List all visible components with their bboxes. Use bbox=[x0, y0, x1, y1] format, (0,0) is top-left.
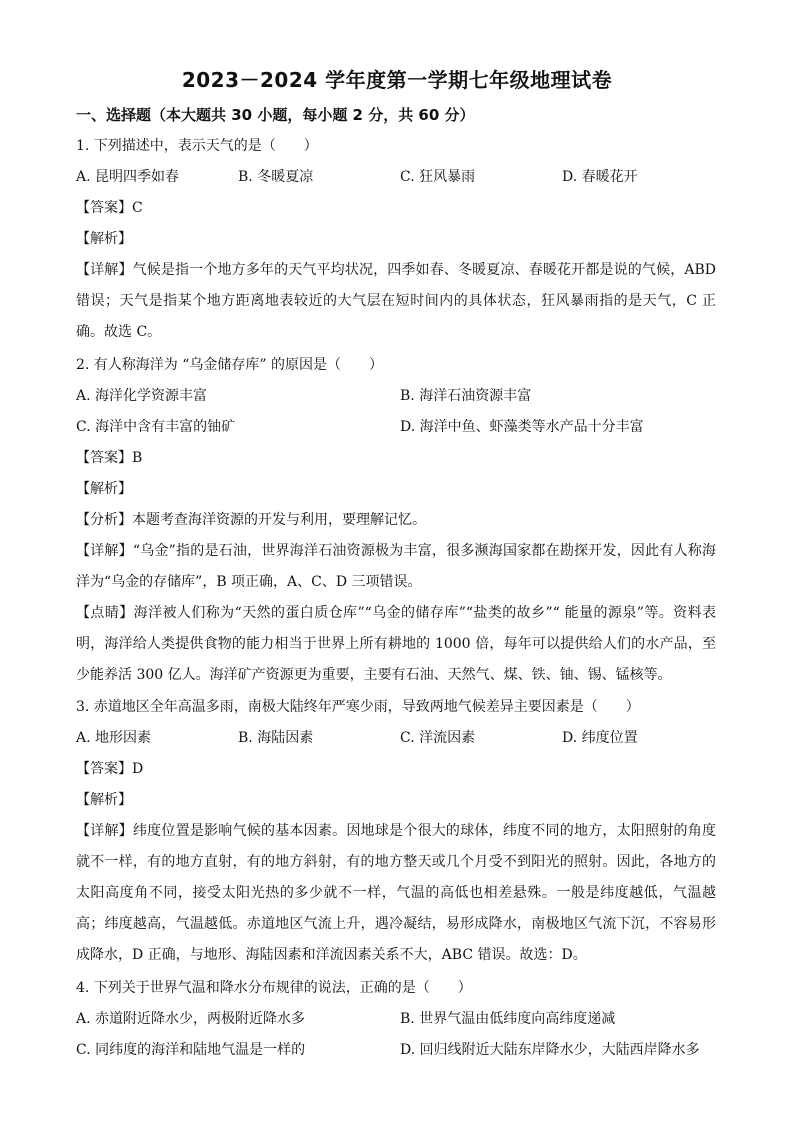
question-3-option-b: B. 海陆因素 bbox=[238, 730, 314, 746]
question-4-option-a: A. 赤道附近降水少，两极附近降水多 bbox=[76, 1011, 306, 1027]
question-2-option-c: C. 海洋中含有丰富的铀矿 bbox=[76, 419, 236, 435]
question-2-analysis-label: 【解析】 bbox=[76, 481, 132, 497]
question-3-analysis-label: 【解析】 bbox=[76, 792, 132, 808]
question-3-stem: 3. 赤道地区全年高温多雨，南极大陆终年严寒少雨，导致两地气候差异主要因素是（ ） bbox=[76, 699, 640, 715]
question-3-option-c: C. 洋流因素 bbox=[400, 730, 476, 746]
question-2-dianjing: 【点睛】海洋被人们称为“天然的蛋白质仓库”“乌金的储存库”“盐类的故乡”“ 能量的源泉”等。资料表明，海洋给人类提供食物的能力相当于世界上所有耕地的 1000 倍，每年可以提供给人们的水产品，至少能养活 300 亿人。海洋矿产资源更为重要，主要有石油、天然气、煤、铁、铀、锡、锰核等。 bbox=[76, 605, 716, 683]
question-4-option-c: C. 同纬度的海洋和陆地气温是一样的 bbox=[76, 1042, 306, 1058]
question-4-option-d: D. 回归线附近大陆东岸降水少，大陆西岸降水多 bbox=[400, 1042, 700, 1058]
page-title: 2023－2024 学年度第一学期七年级地理试卷 bbox=[181, 68, 613, 92]
question-2-detail: 【详解】“乌金”指的是石油，世界海洋石油资源极为丰富，很多濒海国家都在勘探开发，因此有人称海洋为“乌金的存储库”，B 项正确，A、C、D 三项错误。 bbox=[76, 543, 716, 590]
question-1-option-a: A. 昆明四季如春 bbox=[76, 169, 180, 185]
question-2-answer: 【答案】B bbox=[76, 450, 143, 466]
question-2-stem: 2. 有人称海洋为 “乌金储存库” 的原因是（ ） bbox=[76, 357, 384, 373]
question-1-answer: 【答案】C bbox=[76, 200, 143, 216]
question-1-option-d: D. 春暖花开 bbox=[562, 169, 638, 185]
question-2-option-a: A. 海洋化学资源丰富 bbox=[76, 388, 208, 404]
question-4-stem: 4. 下列关于世界气温和降水分布规律的说法，正确的是（ ） bbox=[76, 980, 472, 996]
question-1-option-b: B. 冬暖夏凉 bbox=[238, 169, 314, 185]
question-4-option-b: B. 世界气温由低纬度向高纬度递减 bbox=[400, 1011, 616, 1027]
question-3-detail: 【详解】纬度位置是影响气候的基本因素。因地球是个很大的球体，纬度不同的地方，太阳照射的角度就不一样，有的地方直射，有的地方斜射，有的地方整天或几个月受不到阳光的照射。因此，各地方的太阳高度角不同，接受太阳光热的多少就不一样，气温的高低也相差悬殊。一般是纬度越低，气温越高；纬度越高，气温越低。赤道地区气流上升，遇冷凝结，易形成降水，南极地区气流下沉，不容易形成降水，D 正确，与地形、海陆因素和洋流因素关系不大，ABC 错误。故选：D。 bbox=[76, 823, 716, 963]
question-2-option-d: D. 海洋中鱼、虾藻类等水产品十分丰富 bbox=[400, 419, 644, 435]
question-3-option-a: A. 地形因素 bbox=[76, 730, 152, 746]
question-1-analysis-label: 【解析】 bbox=[76, 231, 132, 247]
question-2-option-b: B. 海洋石油资源丰富 bbox=[400, 388, 532, 404]
question-3-answer: 【答案】D bbox=[76, 761, 144, 777]
question-3-option-d: D. 纬度位置 bbox=[562, 730, 638, 746]
question-1-stem: 1. 下列描述中，表示天气的是（ ） bbox=[76, 138, 318, 154]
section-heading: 一、选择题（本大题共 30 小题，每小题 2 分，共 60 分） bbox=[76, 106, 475, 124]
question-1-option-c: C. 狂风暴雨 bbox=[400, 169, 476, 185]
question-1-detail: 【详解】气候是指一个地方多年的天气平均状况，四季如春、冬暖夏凉、春暖花开都是说的气候，ABD 错误；天气是指某个地方距离地表较近的大气层在短时间内的具体状态，狂风暴雨指的是天气，C 正确。故选 C。 bbox=[76, 262, 716, 340]
question-2-fenxi: 【分析】本题考查海洋资源的开发与利用，要理解记忆。 bbox=[76, 512, 426, 528]
